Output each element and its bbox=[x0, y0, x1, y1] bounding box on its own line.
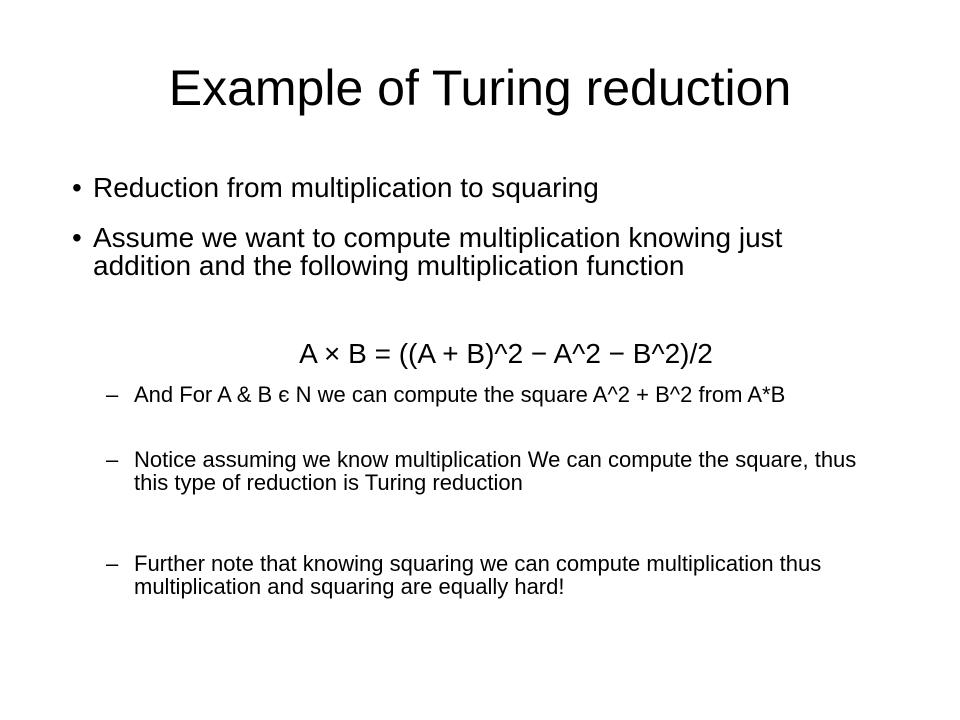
bullet-marker: • bbox=[72, 172, 82, 203]
sub-bullet-marker: – bbox=[106, 382, 119, 407]
sub-bullet-text: And For A & B є N we can compute the square A^2 + B^2 from A*B bbox=[134, 382, 786, 407]
sub-bullet-text: Notice assuming we know multiplication We can compute the square, thus this type of reduction is Turing reduction bbox=[134, 447, 857, 495]
bullet-text: Assume we want to compute multiplication knowing just addition and the following multiplication function bbox=[93, 222, 783, 281]
bullet-text: Reduction from multiplication to squaring bbox=[93, 172, 599, 203]
sub-bullet-marker: – bbox=[106, 447, 119, 472]
formula: A × B = ((A + B)^2 − A^2 − B^2)/2 bbox=[299, 338, 713, 369]
sub-bullet-text: Further note that knowing squaring we can compute multiplication thus multiplication and squaring are equally hard! bbox=[134, 551, 822, 599]
sub-bullet-marker: – bbox=[106, 551, 119, 576]
bullet-marker: • bbox=[72, 222, 82, 253]
slide-title: Example of Turing reduction bbox=[168, 60, 792, 116]
